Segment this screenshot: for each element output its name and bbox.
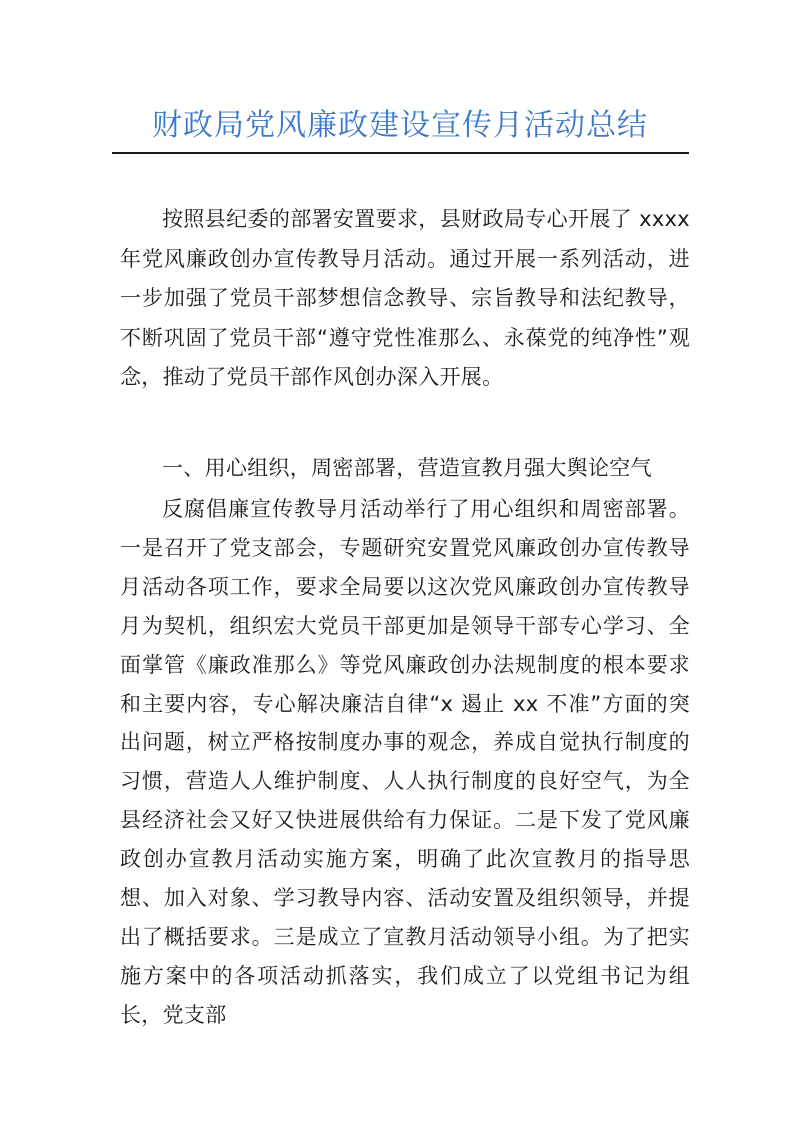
section-paragraph: 反腐倡廉宣传教导月活动举行了用心组织和周密部署。一是召开了党支部会，专题研究安置党风廉政创办宣传教导月活动各项工作，要求全局要以这次党风廉政创办宣传教导月为契机，组织宏大党员干部更加是领导干部专心学习、全面掌管《廉政准那么》等党风廉政创办法规制度的根本要求和主要内容，专心解决廉洁自律“x 遏止 xx 不准”方面的突出问题，树立严格按制度办事的观念，养成自觉执行制度的习惯，营造人人维护制度、人人执行制度的良好空气，为全县经济社会又好又快进展供给有力保证。二是下发了党风廉政创办宣教月活动实施方案，明确了此次宣教月的指导思想、加入对象、学习教导内容、活动安置及组织领导，并提出了概括要求。三是成立了宣教月活动领导小组。为了把实施方案中的各项活动抓落实，我们成立了以党组书记为组长，党支部 [120,497,690,1027]
section-heading: 一、用心组织，周密部署，营造宣教月强大舆论空气 [162,456,652,480]
section-body-block [120,490,690,1035]
intro-paragraph: 按照县纪委的部署安置要求，县财政局专心开展了 xxxx 年党风廉政创办宣传教导月活动。通过开展一系列活动，进一步加强了党员干部梦想信念教导、宗旨教导和法纪教导，不断巩固了党员干部“遵守党性准那么、永葆党的纯净性”观念，推动了党员干部作风创办深入开展。 [120,207,690,389]
title-divider [112,152,689,154]
section-heading-block [120,450,690,486]
intro-block [120,200,690,398]
document-title: 财政局党风廉政建设宣传月活动总结 [152,108,648,143]
